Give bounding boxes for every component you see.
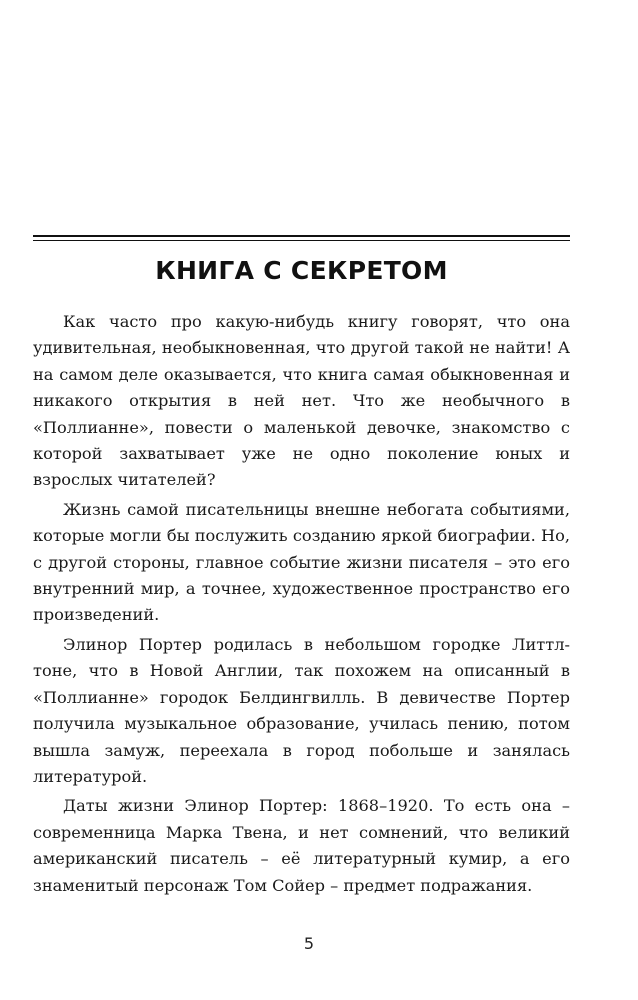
page-number: 5 xyxy=(303,934,315,953)
paragraph: Жизнь самой писательницы внешне небогата событиями, которые могли бы послужить созданию яркой биографии. Но, с другой стороны, главное событие жизни писателя – это его внутренний мир, а точнее, художественное пространство его произведений. xyxy=(33,499,570,625)
paragraph: Даты жизни Элинор Портер: 1868–1920. То есть она – современница Марка Твена, и нет сомнений, что великий американский писатель – её литературный кумир, а его знаменитый персонаж Том Сойер – предмет подражания. xyxy=(33,796,570,895)
chapter-body xyxy=(33,309,570,902)
paragraph: Элинор Портер родилась в небольшом городке Литтлтоне, что в Новой Англии, так похожем на описанный в «Поллианне» городок Белдингвилль. В девичестве Портер получила музыкальное образование, училась пению, потом вышла замуж, переехала в город побольше и занялась литературой. xyxy=(33,634,570,786)
chapter-rule xyxy=(33,235,570,241)
paragraph: Как часто про какую-нибудь книгу говорят, что она удивительная, необыкновенная, что другой такой не найти! А на самом деле оказывается, что книга самая обыкновенная и никакого открытия в ней нет. Что же необычного в «Поллианне», повести о маленькой девочке, знакомство с которой захватывает уже не одно поколение юных и взрослых читателей? xyxy=(33,312,570,490)
chapter-title: КНИГА С СЕКРЕТОМ xyxy=(155,256,448,285)
